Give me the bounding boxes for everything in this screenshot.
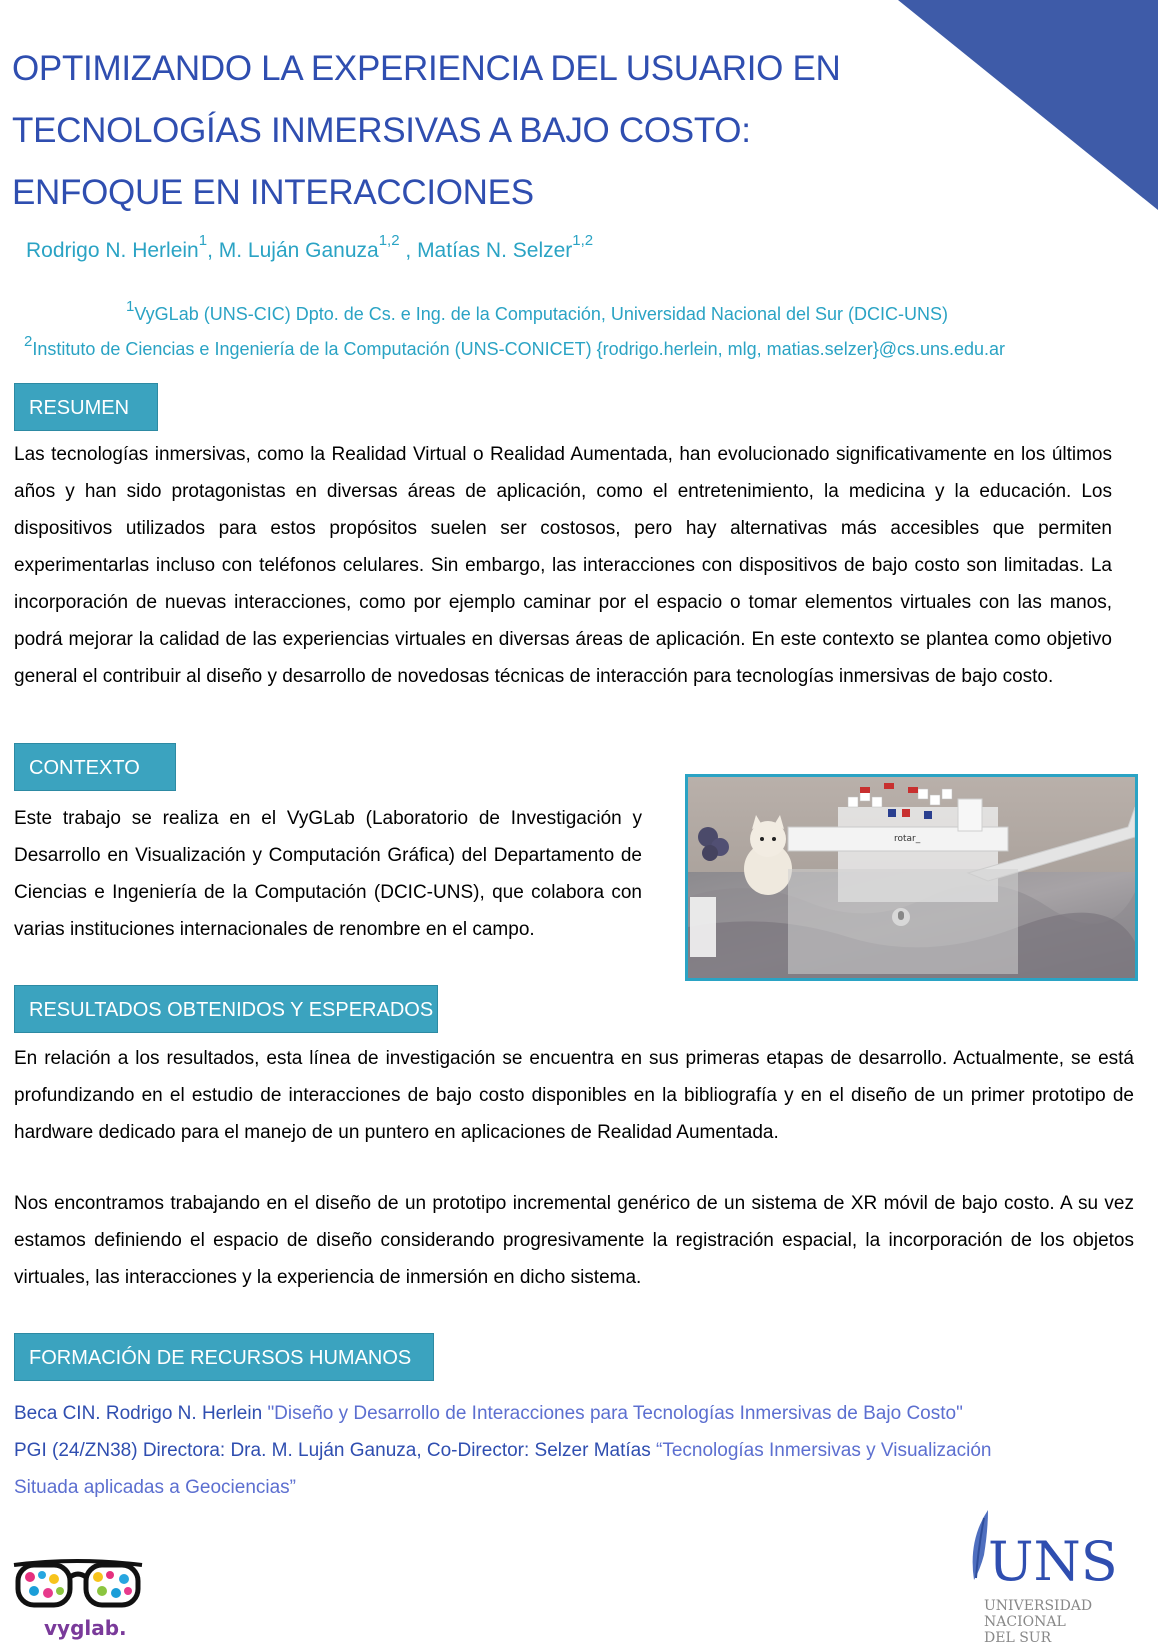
title-line-3: ENFOQUE EN INTERACCIONES bbox=[12, 173, 534, 212]
poster-title bbox=[12, 38, 892, 224]
affiliation-1-text: VyGLab (UNS-CIC) Dpto. de Cs. e Ing. de la Computación, Universidad Nacional del Sur (DCIC-UNS) bbox=[134, 304, 948, 324]
title-line-1: OPTIMIZANDO LA EXPERIENCIA DEL USUARIO EN bbox=[12, 49, 841, 88]
author-2-sup: 1,2 bbox=[378, 232, 400, 249]
resultados-paragraph-2: Nos encontramos trabajando en el diseño de un prototipo incremental genérico de un sistema de XR móvil de bajo costo. A su vez estamos definiendo el espacio de diseño considerando progresivamente la registración espacial, la incorporación de los objetos virtuales, las interacciones y la experiencia de inmersión en dicho sistema. bbox=[14, 1193, 1134, 1288]
formacion-line-2-title: “Tecnologías Inmersivas y Visualización bbox=[656, 1440, 992, 1461]
affiliation-2-text: Instituto de Ciencias e Ingeniería de la Computación (UNS-CONICET) {rodrigo.herlein, mlg, matias.selzer}@cs.uns.edu.ar bbox=[32, 339, 1006, 359]
title-line-2: TECNOLOGÍAS INMERSIVAS A BAJO COSTO: bbox=[12, 111, 751, 150]
formacion-line-1-lead: Beca CIN. Rodrigo N. Herlein bbox=[14, 1403, 268, 1424]
author-2: , M. Luján Ganuza bbox=[207, 239, 379, 262]
author-1-sup: 1 bbox=[198, 232, 208, 249]
formacion-line-3-text: Situada aplicadas a Geociencias” bbox=[14, 1477, 297, 1498]
vyglab-logo bbox=[12, 1555, 144, 1645]
uns-sub-1: UNIVERSIDAD bbox=[984, 1598, 1093, 1614]
authors bbox=[26, 232, 593, 263]
formacion-line-2-lead: PGI (24/ZN38) Directora: Dra. M. Luján Ganuza, Co-Director: Selzer Matías bbox=[14, 1440, 656, 1461]
uns-feather-icon bbox=[958, 1500, 1138, 1645]
uns-wordmark: UNS bbox=[988, 1530, 1118, 1593]
resumen-text: Las tecnologías inmersivas, como la Realidad Virtual o Realidad Aumentada, han evolucionado significativamente en los últimos años y han sido protagonistas en diversas áreas de aplicación, como el entretenimiento, la medicina y la educación. Los dispositivos utilizados para estos propósitos suelen ser costosos, pero hay alternativas más accesibles que permiten experimentarlas incluso con teléfonos celulares. Sin embargo, las interacciones con dispositivos de bajo costo son limitadas. La incorporación de nuevas interacciones, como por ejemplo caminar por el espacio o tomar elementos virtuales con las manos, podrá mejorar la calidad de las experiencias virtuales en diversas áreas de aplicación. En este contexto se plantea como objetivo general el contribuir al diseño y desarrollo de novedosas técnicas de interacción para tecnologías inmersivas de bajo costo. bbox=[14, 444, 1112, 687]
uns-sub-2: NACIONAL bbox=[984, 1614, 1066, 1630]
formacion-line-2 bbox=[14, 1432, 1134, 1469]
author-1: Rodrigo N. Herlein bbox=[26, 239, 199, 262]
section-heading-formacion: FORMACIÓN DE RECURSOS HUMANOS bbox=[14, 1333, 434, 1381]
author-3: , Matías N. Selzer bbox=[399, 239, 573, 262]
vyglab-wordmark: vyglab. bbox=[44, 1616, 127, 1640]
uns-logo bbox=[958, 1500, 1138, 1645]
affiliation-2-sup: 2 bbox=[24, 333, 33, 350]
section-heading-contexto: CONTEXTO bbox=[14, 743, 176, 791]
scene-label: rotar_ bbox=[894, 834, 921, 844]
ar-scene-photo bbox=[685, 774, 1138, 981]
section-heading-resultados: RESULTADOS OBTENIDOS Y ESPERADOS bbox=[14, 985, 438, 1033]
affiliation-1-sup: 1 bbox=[126, 298, 135, 315]
corner-triangle bbox=[898, 0, 1158, 210]
affiliation-2 bbox=[24, 333, 1005, 360]
author-3-sup: 1,2 bbox=[572, 232, 594, 249]
section-heading-resumen: RESUMEN bbox=[14, 383, 158, 431]
formacion-line-1 bbox=[14, 1395, 1134, 1432]
uns-sub-3: DEL SUR bbox=[984, 1630, 1052, 1645]
resultados-paragraph-1: En relación a los resultados, esta línea de investigación se encuentra en sus primeras etapas de desarrollo. Actualmente, se está profundizando en el estudio de interacciones de bajo costo disponibles en la bibliografía y en el diseño de un primer prototipo de hardware dedicado para el manejo de un puntero en aplicaciones de Realidad Aumentada. bbox=[14, 1048, 1134, 1143]
affiliation-1 bbox=[126, 298, 948, 325]
vyglab-glasses-icon bbox=[12, 1555, 144, 1645]
contexto-text: Este trabajo se realiza en el VyGLab (Laboratorio de Investigación y Desarrollo en Visualización y Computación Gráfica) del Departamento de Ciencias e Ingeniería de la Computación (DCIC-UNS), que colabora con varias instituciones internacionales de renombre en el campo. bbox=[14, 808, 642, 940]
formacion-line-3 bbox=[14, 1469, 296, 1506]
ar-scene-illustration bbox=[688, 777, 1135, 978]
formacion-line-1-title: "Diseño y Desarrollo de Interacciones para Tecnologías Inmersivas de Bajo Costo" bbox=[267, 1403, 963, 1424]
